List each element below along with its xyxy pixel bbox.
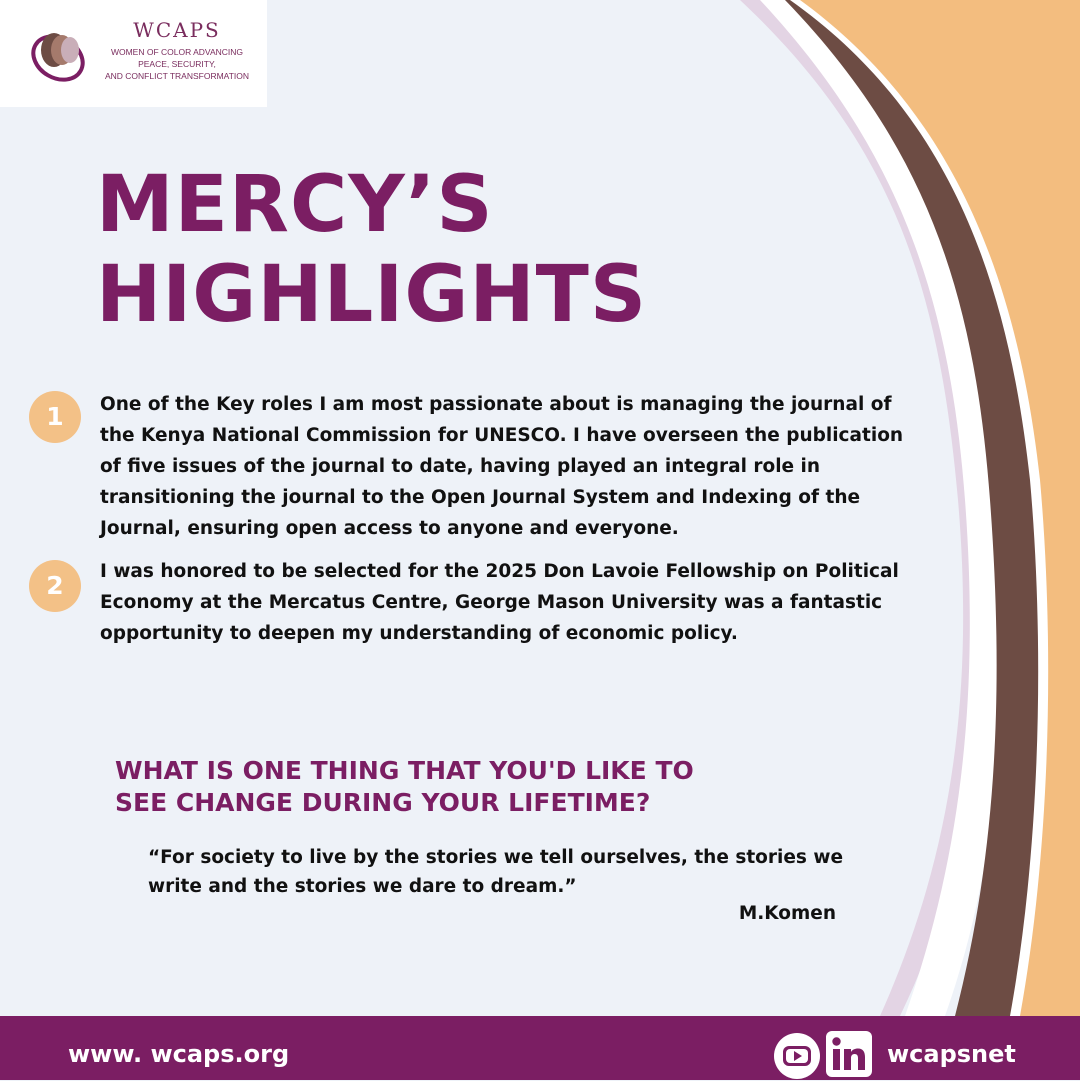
highlight-number-badge: 1	[29, 391, 81, 443]
page-title-line: HIGHLIGHTS	[96, 250, 648, 340]
wcaps-logo-icon	[30, 22, 92, 84]
question-heading: WHAT IS ONE THING THAT YOU'D LIKE TO SEE CHANGE DURING YOUR LIFETIME?	[115, 756, 694, 817]
logo-subtitle: WOMEN OF COLOR ADVANCING PEACE, SECURITY, AND CONFLICT TRANSFORMATION	[104, 47, 250, 81]
youtube-icon[interactable]	[772, 1031, 822, 1081]
quote-author: M.Komen	[738, 903, 836, 924]
highlight-text: I was honored to be selected for the 2025 Don Lavoie Fellowship on Political Economy at the Mercatus Centre, George Mason University was a fantastic opportunity to deepen my understanding of economic policy.	[100, 561, 899, 644]
linkedin-icon[interactable]	[826, 1031, 872, 1077]
logo-panel	[0, 0, 267, 107]
social-handle[interactable]: wcapsnet	[887, 1040, 1016, 1068]
highlight-number-badge: 2	[29, 560, 81, 612]
logo-title: WCAPS	[133, 18, 221, 42]
page-title-line: MERCY’S	[96, 160, 494, 250]
quote-text: “For society to live by the stories we tell ourselves, the stories we write and the stories we dare to dream.”	[148, 847, 843, 897]
page-title	[96, 160, 647, 340]
website-link[interactable]: www. wcaps.org	[68, 1040, 290, 1068]
highlight-text: One of the Key roles I am most passionate about is managing the journal of the Kenya National Commission for UNESCO. I have overseen the publication of five issues of the journal to date, having played an integral role in transitioning the journal to the Open Journal System and Indexing of the Journal, ensuring open access to anyone and everyone.	[100, 394, 904, 539]
